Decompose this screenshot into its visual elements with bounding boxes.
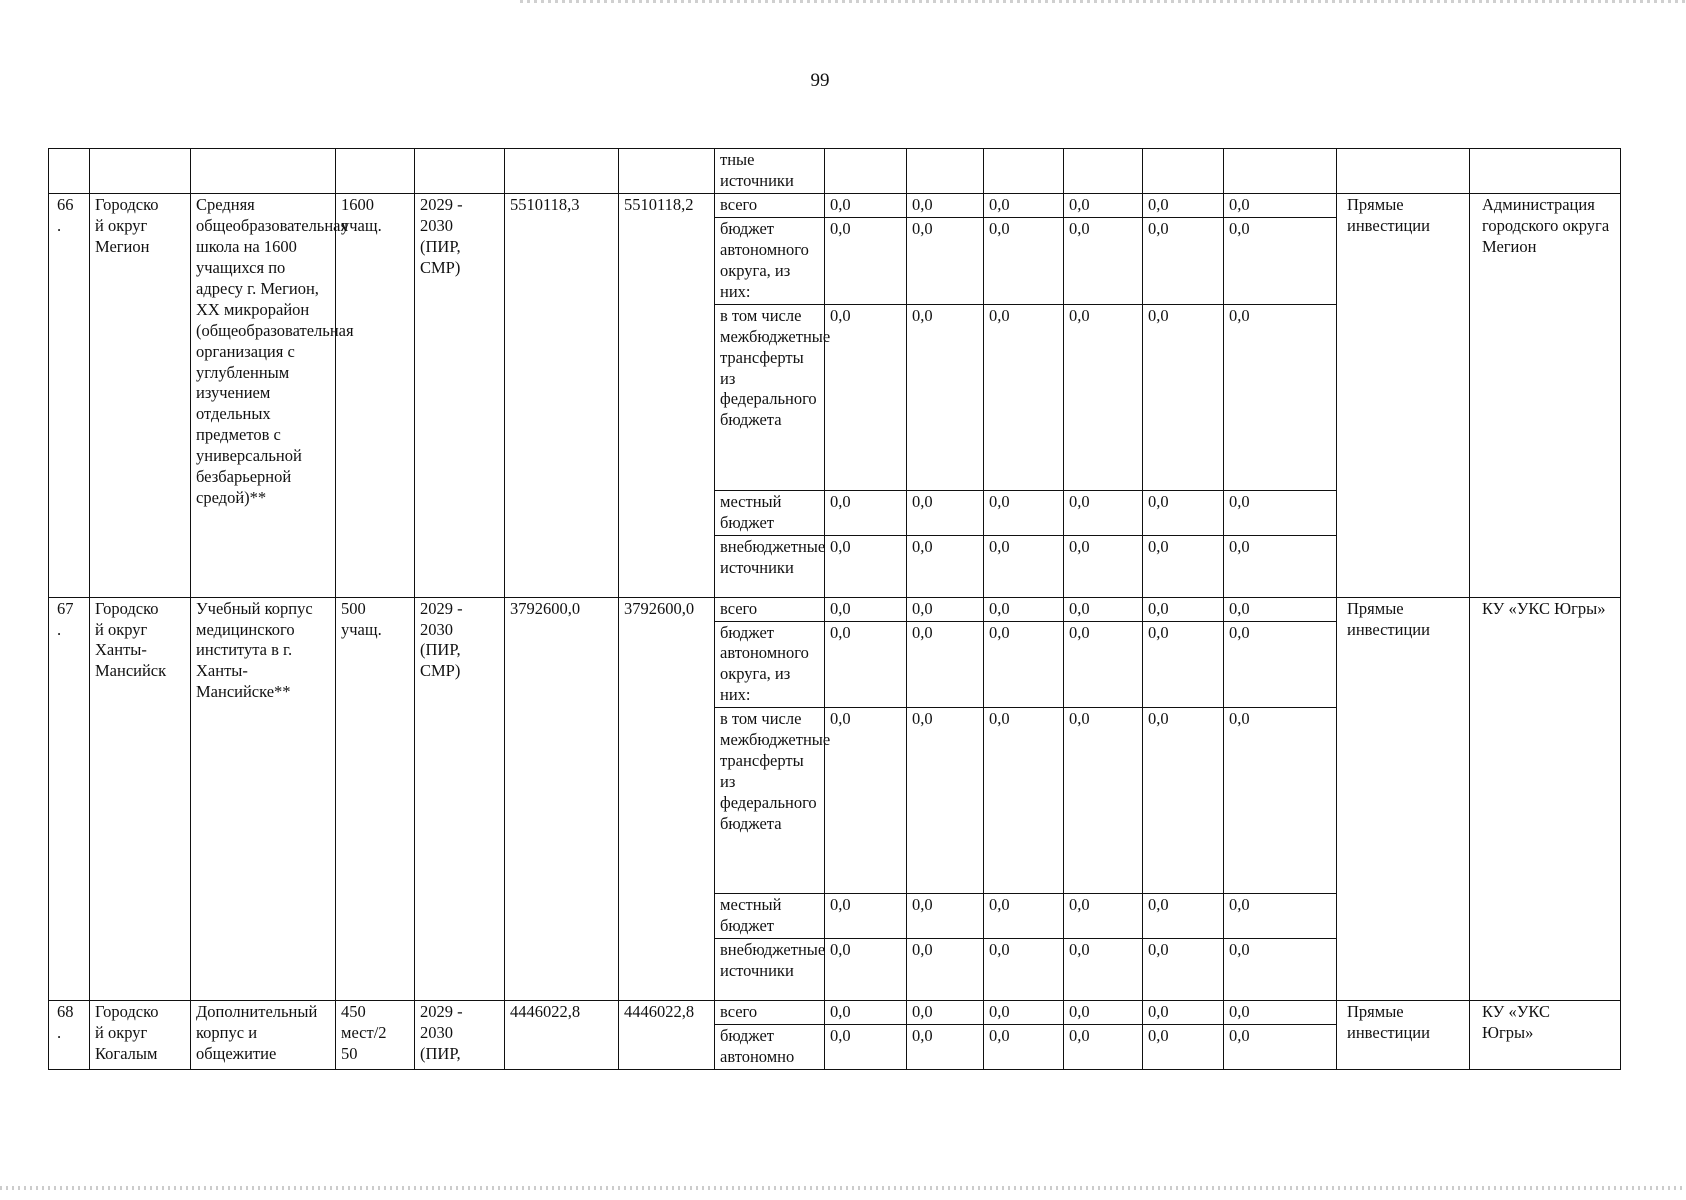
investment-objects-table bbox=[48, 148, 1621, 1070]
funding-value: 0,0 bbox=[984, 193, 1064, 217]
funding-value: 0,0 bbox=[825, 894, 907, 939]
funding-value: 0,0 bbox=[825, 1025, 907, 1070]
funding-value: 0,0 bbox=[1143, 1001, 1224, 1025]
funding-value: 0,0 bbox=[1064, 1001, 1143, 1025]
funding-value: 0,0 bbox=[907, 597, 984, 621]
scan-edge-bottom bbox=[0, 1186, 1686, 1190]
investment-type: Прямые инвестиции bbox=[1337, 1001, 1470, 1070]
funding-value: 0,0 bbox=[1224, 621, 1337, 708]
object-name: Средняя общеобразовательная школа на 1600 учащихся по адресу г. Мегион, XX микрорайон (общеобразовательная организация с углубленным изучением отдельных предметов с универсальной безбарьерной средой)** bbox=[191, 193, 336, 597]
funding-value: 0,0 bbox=[907, 621, 984, 708]
funding-value: 0,0 bbox=[1143, 597, 1224, 621]
cost-remaining: 5510118,2 bbox=[619, 193, 715, 597]
funding-value: 0,0 bbox=[984, 939, 1064, 1001]
funding-source: внебюджетные источники bbox=[715, 535, 825, 597]
funding-value: 0,0 bbox=[907, 490, 984, 535]
customer: КУ «УКС Югры» bbox=[1470, 597, 1621, 1001]
funding-value: 0,0 bbox=[825, 304, 907, 490]
cost-remaining: 4446022,8 bbox=[619, 1001, 715, 1070]
funding-value: 0,0 bbox=[1224, 304, 1337, 490]
row-index: 66 . bbox=[49, 193, 90, 597]
funding-value: 0,0 bbox=[984, 217, 1064, 304]
funding-value: 0,0 bbox=[907, 1025, 984, 1070]
cost-remaining: 3792600,0 bbox=[619, 597, 715, 1001]
capacity: 500 учащ. bbox=[336, 597, 415, 1001]
period: 2029 - 2030 (ПИР, СМР) bbox=[415, 597, 505, 1001]
funding-value: 0,0 bbox=[825, 490, 907, 535]
funding-source: всего bbox=[715, 597, 825, 621]
funding-value: 0,0 bbox=[1143, 1025, 1224, 1070]
investment-type: Прямые инвестиции bbox=[1337, 193, 1470, 597]
funding-value: 0,0 bbox=[825, 597, 907, 621]
funding-value: 0,0 bbox=[1224, 708, 1337, 894]
funding-value: 0,0 bbox=[1064, 597, 1143, 621]
funding-value: 0,0 bbox=[984, 1001, 1064, 1025]
investment-type: Прямые инвестиции bbox=[1337, 597, 1470, 1001]
funding-source: всего bbox=[715, 1001, 825, 1025]
capacity: 450 мест/2 50 bbox=[336, 1001, 415, 1070]
municipality: Городско й округ Когалым bbox=[90, 1001, 191, 1070]
funding-source: местный бюджет bbox=[715, 490, 825, 535]
funding-value: 0,0 bbox=[1224, 535, 1337, 597]
funding-value: 0,0 bbox=[1143, 535, 1224, 597]
funding-value: 0,0 bbox=[1143, 304, 1224, 490]
funding-value: 0,0 bbox=[907, 1001, 984, 1025]
funding-source: бюджет автономно bbox=[715, 1025, 825, 1070]
funding-value: 0,0 bbox=[1064, 535, 1143, 597]
funding-value: 0,0 bbox=[907, 304, 984, 490]
funding-value: 0,0 bbox=[984, 490, 1064, 535]
object-name: Дополнительный корпус и общежитие bbox=[191, 1001, 336, 1070]
capacity: 1600 учащ. bbox=[336, 193, 415, 597]
funding-value: 0,0 bbox=[1143, 193, 1224, 217]
empty-cell bbox=[505, 149, 619, 194]
funding-value: 0,0 bbox=[984, 597, 1064, 621]
funding-value: 0,0 bbox=[1224, 193, 1337, 217]
funding-value: 0,0 bbox=[1224, 490, 1337, 535]
funding-value: 0,0 bbox=[1064, 193, 1143, 217]
funding-value: 0,0 bbox=[825, 621, 907, 708]
period: 2029 - 2030 (ПИР, bbox=[415, 1001, 505, 1070]
funding-value: 0,0 bbox=[1064, 894, 1143, 939]
row-index: 67 . bbox=[49, 597, 90, 1001]
cost-total: 4446022,8 bbox=[505, 1001, 619, 1070]
funding-source: бюджет автономного округа, из них: bbox=[715, 621, 825, 708]
empty-cell bbox=[336, 149, 415, 194]
funding-value: 0,0 bbox=[1064, 490, 1143, 535]
funding-value: 0,0 bbox=[1064, 304, 1143, 490]
table-row-carryover bbox=[49, 149, 1621, 194]
funding-value: 0,0 bbox=[1064, 1025, 1143, 1070]
funding-value: 0,0 bbox=[1064, 939, 1143, 1001]
funding-value: 0,0 bbox=[1224, 1025, 1337, 1070]
period: 2029 - 2030 (ПИР, СМР) bbox=[415, 193, 505, 597]
funding-source: бюджет автономного округа, из них: bbox=[715, 217, 825, 304]
customer: КУ «УКС Югры» bbox=[1470, 1001, 1621, 1070]
funding-value: 0,0 bbox=[1224, 939, 1337, 1001]
funding-source: в том числе межбюджетные трансферты из федерального бюджета bbox=[715, 708, 825, 894]
funding-source: в том числе межбюджетные трансферты из федерального бюджета bbox=[715, 304, 825, 490]
funding-value: 0,0 bbox=[825, 535, 907, 597]
funding-value: 0,0 bbox=[825, 193, 907, 217]
empty-cell bbox=[415, 149, 505, 194]
funding-value: 0,0 bbox=[1143, 490, 1224, 535]
funding-value: 0,0 bbox=[1224, 217, 1337, 304]
funding-value: 0,0 bbox=[984, 304, 1064, 490]
municipality: Городско й округ Мегион bbox=[90, 193, 191, 597]
funding-value: 0,0 bbox=[907, 217, 984, 304]
object-name: Учебный корпус медицинского института в г. Ханты-Мансийске** bbox=[191, 597, 336, 1001]
empty-cell bbox=[1337, 149, 1470, 194]
funding-value: 0,0 bbox=[1224, 597, 1337, 621]
municipality: Городско й округ Ханты- Мансийск bbox=[90, 597, 191, 1001]
empty-cell bbox=[1064, 149, 1143, 194]
funding-value: 0,0 bbox=[1143, 894, 1224, 939]
funding-source: местный бюджет bbox=[715, 894, 825, 939]
funding-value: 0,0 bbox=[825, 939, 907, 1001]
empty-cell bbox=[619, 149, 715, 194]
funding-value: 0,0 bbox=[1224, 894, 1337, 939]
page-number: 99 bbox=[810, 70, 830, 91]
empty-cell bbox=[984, 149, 1064, 194]
customer: Администрация городского округа Мегион bbox=[1470, 193, 1621, 597]
funding-value: 0,0 bbox=[1143, 217, 1224, 304]
funding-value: 0,0 bbox=[1143, 939, 1224, 1001]
funding-value: 0,0 bbox=[907, 939, 984, 1001]
funding-value: 0,0 bbox=[907, 894, 984, 939]
cost-total: 3792600,0 bbox=[505, 597, 619, 1001]
funding-value: 0,0 bbox=[907, 708, 984, 894]
funding-source: тные источники bbox=[715, 149, 825, 194]
empty-cell bbox=[1470, 149, 1621, 194]
row-index: 68 . bbox=[49, 1001, 90, 1070]
funding-source: всего bbox=[715, 193, 825, 217]
funding-value: 0,0 bbox=[825, 708, 907, 894]
funding-value: 0,0 bbox=[1224, 1001, 1337, 1025]
funding-value: 0,0 bbox=[1143, 621, 1224, 708]
funding-value: 0,0 bbox=[984, 535, 1064, 597]
funding-value: 0,0 bbox=[907, 193, 984, 217]
funding-value: 0,0 bbox=[984, 708, 1064, 894]
table-row bbox=[49, 193, 1621, 217]
scan-edge-top bbox=[520, 0, 1686, 3]
table-row bbox=[49, 597, 1621, 621]
funding-value: 0,0 bbox=[825, 217, 907, 304]
empty-cell bbox=[90, 149, 191, 194]
funding-value: 0,0 bbox=[984, 1025, 1064, 1070]
funding-value: 0,0 bbox=[984, 621, 1064, 708]
funding-value: 0,0 bbox=[907, 535, 984, 597]
empty-cell bbox=[1224, 149, 1337, 194]
funding-value: 0,0 bbox=[1143, 708, 1224, 894]
funding-value: 0,0 bbox=[984, 894, 1064, 939]
cost-total: 5510118,3 bbox=[505, 193, 619, 597]
table-row bbox=[49, 1001, 1621, 1025]
empty-cell bbox=[825, 149, 907, 194]
funding-source: внебюджетные источники bbox=[715, 939, 825, 1001]
empty-cell bbox=[49, 149, 90, 194]
funding-value: 0,0 bbox=[1064, 708, 1143, 894]
empty-cell bbox=[907, 149, 984, 194]
empty-cell bbox=[191, 149, 336, 194]
funding-value: 0,0 bbox=[825, 1001, 907, 1025]
funding-value: 0,0 bbox=[1064, 621, 1143, 708]
empty-cell bbox=[1143, 149, 1224, 194]
funding-value: 0,0 bbox=[1064, 217, 1143, 304]
